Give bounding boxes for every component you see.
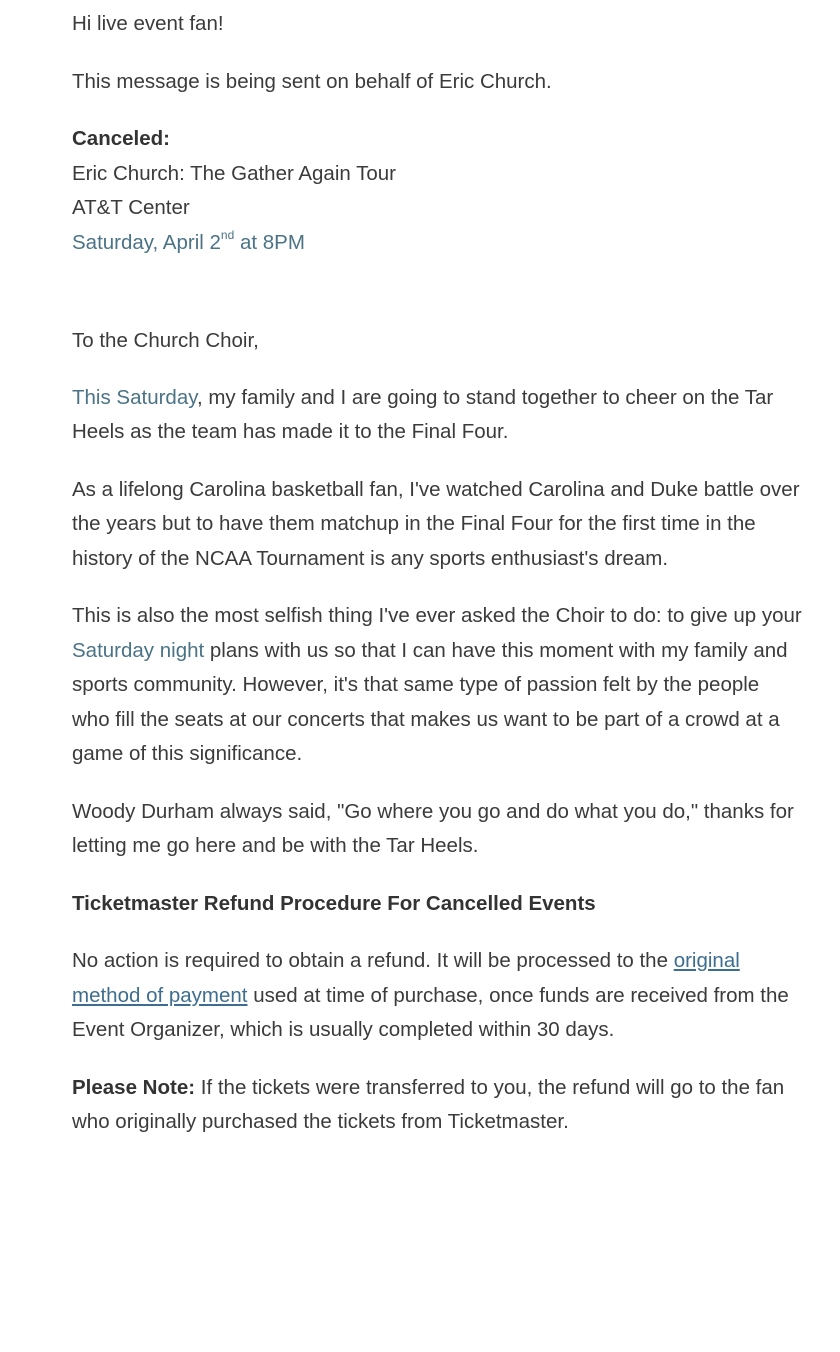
status-label: Canceled:	[72, 127, 170, 150]
event-date	[72, 226, 802, 261]
event-date-prefix: Saturday, April 2	[72, 230, 221, 254]
paragraph-3-before: This is also the most selfish thing I've ever asked the Choir to do: to give up your	[72, 604, 802, 627]
salutation: To the Church Choir,	[72, 329, 259, 352]
refund-after: used at time of purchase, once funds are received from the Event Organizer, which is usually completed within 30 days.	[72, 983, 789, 1041]
paragraph-1	[72, 381, 802, 450]
refund-paragraph	[72, 944, 802, 1048]
paragraph-3-after: plans with us so that I can have this moment with my family and sports community. However, it's that same type of passion felt by the people who fill the seats at our concerts that makes us want to be part of a crowd at a game of this significance.	[72, 638, 788, 765]
event-date-time: at 8PM	[234, 230, 305, 254]
refund-heading-text: Ticketmaster Refund Procedure For Cancelled Events	[72, 891, 596, 915]
note-text: If the tickets were transferred to you, the refund will go to the fan who originally purchased the tickets from Ticketmaster.	[72, 1075, 785, 1133]
note-label: Please Note:	[72, 1075, 196, 1099]
paragraph-1-highlight: This Saturday	[72, 385, 197, 409]
event-details	[72, 122, 802, 260]
greeting: Hi live event fan!	[72, 12, 224, 35]
refund-heading	[72, 887, 802, 922]
event-date-suffix: nd	[220, 227, 235, 242]
event-venue: AT&T Center	[72, 196, 190, 219]
paragraph-4: Woody Durham always said, "Go where you go and do what you do," thanks for letting me go here and be with the Tar Heels.	[72, 799, 794, 857]
email-body	[72, 7, 802, 1163]
refund-before: No action is required to obtain a refund. It will be processed to the	[72, 949, 674, 972]
paragraph-3-highlight: Saturday night	[72, 638, 205, 662]
event-name: Eric Church: The Gather Again Tour	[72, 161, 396, 185]
note-paragraph	[72, 1071, 802, 1140]
paragraph-1-text: , my family and I are going to stand together to cheer on the Tar Heels as the team has made it to the Final Four.	[72, 385, 774, 443]
paragraph-2: As a lifelong Carolina basketball fan, I've watched Carolina and Duke battle over the years but to have them matchup in the Final Four for the first time in the history of the NCAA Tournament is any sports enthusiast's dream.	[72, 477, 800, 570]
behalf-notice: This message is being sent on behalf of Eric Church.	[72, 69, 552, 93]
original-payment-link[interactable]: original method of payment	[72, 949, 740, 1007]
paragraph-3	[72, 599, 802, 772]
